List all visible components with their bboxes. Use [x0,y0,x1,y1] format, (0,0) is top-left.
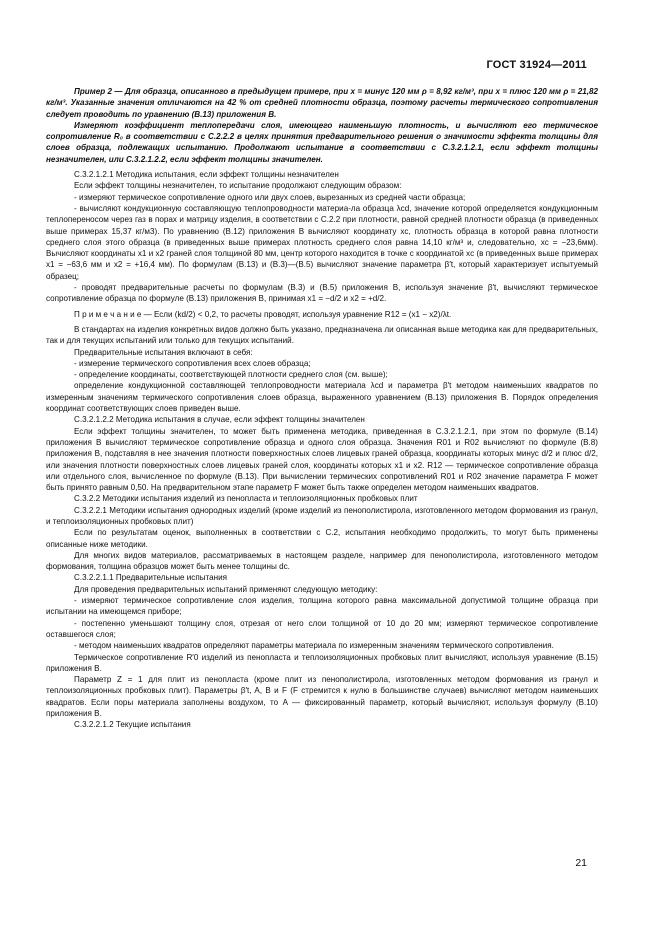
paragraph: Для проведения предварительных испытаний применяют следующую методику: [74,584,378,594]
paragraph: Если по результатам оценок, выполненных в соответствии с С.2, испытания необходимо продолжить, то могут быть применены описанные ниже методики. [46,528,598,549]
section-heading-c32121: С.3.2.1.2.1 Методика испытания, если эффект толщины незначителен [74,170,339,180]
paragraph: Предварительные испытания включают в себя: [74,347,253,357]
section-heading-c32221: С.3.2.2.1 Методики испытания однородных изделий (кроме изделий из пенополистирола, изготовленного методом формования из гранул, и теплоизоляционных пробковых плит) [46,505,598,526]
body-text [46,86,598,731]
standard-header: ГОСТ 31924—2011 [486,59,587,71]
list-item: - определение координаты, соответствующей плотности среднего слоя (см. выше); [74,370,388,380]
note-paragraph: П р и м е ч а н и е — Если (kd/2) < 0,2, то расчеты проводят, используя уравнение R12 = (x1 − x2)/λt. [74,309,452,319]
list-item: - методом наименьших квадратов определяют параметры материала по измеренным значениям термического сопротивления. [74,641,554,651]
section-heading-c322211: С.3.2.2.1.1 Предварительные испытания [74,573,228,583]
list-item: - измеряют термическое сопротивление одного или двух слоев, вырезанных из средней части образца; [74,192,466,202]
paragraph: определение кондукционной составляющей теплопроводности материала λcd и параметра β′t методом наименьших квадратов по измеренным значениям термического сопротивления слоев образца, выраженного уравнением (В.13) приложения В. Порядок определения координат соответствующих слоев приведен выше. [46,381,598,414]
paragraph: Если эффект толщины незначителен, то испытание продолжают следующим образом: [74,181,402,191]
list-item: - вычисляют кондукционную составляющую теплопроводности материа-ла образца λcd, значение которой определяется кондукционным теплопереносом через газ в порах и матрицу изделия, в соответствии с С.2.2 при плотности, равной средней плотности образца (в приведенных выше примерах 15,37 кг/м3). По уравнению (В.12) приложения В вычисляют координату xc, плотность образца в которой равна плотности среднего слоя этого образца (в приведенных выше примерах плотность среднего слоя равна 14,10 кг/м³ и, следовательно, xc = −23,6мм). Вычисляют координаты x1 и x2 граней слоя толщиной 80 мм, центр которого находится в точке с координатой xc (в приведенных выше примерах x1 = −63,6 мм и x2 = +16,4 мм). По формулам (В.13) и (В.3)—(В.5) вычисляют значение параметра β′t, который характеризует испытуемый образец; [46,203,598,281]
paragraph: Для многих видов материалов, рассматриваемых в настоящем разделе, например для пенополистирола, изготовленного методом формования, толщина образцов может быть менее толщины dc. [46,550,598,572]
section-heading-c322212: С.3.2.2.1.2 Текущие испытания [74,720,191,730]
section-heading-c3222: С.3.2.2 Методики испытания изделий из пенопласта и теплоизоляционных пробковых плит [74,494,418,504]
list-item: - измеряют термическое сопротивление слоя изделия, толщина которого равна максимальной допустимой толщине образца при испытании на имеющемся приборе; [46,596,598,617]
paragraph: Если эффект толщины значителен, то может быть применена методика, приведенная в С.3.2.1.2.1, при этом по формуле (В.14) приложения В вычисляют термическое сопротивление образца и одного слоя образца. Значения R01 и R02 вычисляют по формуле (В.8) приложения В, подставляя в нее значения плотности поверхностных слоев лицевых граней образца, координаты которых минус d/2 и плюс d/2, или значения плотности поверхностных слоев лицевых граней слоя, координаты которых x1 и x2. R12 — термическое сопротивление образца или отдельного слоя, вычисленное по формуле (В.13). При вычислении термических сопротивлений R01 и R02 значение параметра F может быть принято равным 0,50. На предварительном этапе параметр F может быть также определен методом наименьших квадратов. [46,426,598,493]
paragraph-measure-lowest-density: Измеряют коэффициент теплопередачи слоя, имеющего наименьшую плотность, и вычисляют его термическое сопротивление R₀ в соответствии с С.2.2.2 в целях принятия предварительного решения о значимости эффекта толщины для слоев образца, подлежащих испытанию. Продолжают испытание в соответствии с С.3.2.1.2.1, если эффект толщины незначителен, или С.3.2.1.2.2, если эффект толщины значителен. [46,120,598,164]
paragraph: В стандартах на изделия конкретных видов должно быть указано, предназначена ли описанная выше методика как для предварительных, так и для текущих испытаний или только для текущих испытаний. [46,324,598,346]
section-heading-c32122: С.3.2.1.2.2 Методика испытания в случае, если эффект толщины значителен [74,415,365,425]
list-item: - проводят предварительные расчеты по формулам (В.3) и (В.5) приложения В, используя значение β′t, вычисляют термическое сопротивление образца по формуле (В.13) приложения В, принимая x1 = −d/2 и x2 = +d/2. [46,283,598,304]
paragraph: Параметр Z = 1 для плит из пенопласта (кроме плит из пенополистирола, изготовленных методом формования из гранул и теплоизоляционных пробковых плит). Параметры β′t, A, B и F (F стремится к нулю в большинстве случаев) вычисляют методом наименьших квадратов. Если поры материала заполнены воздухом, то A — фиксированный параметр, который вычисляют, используя формулу (В.10) приложения В. [46,675,598,719]
list-item: - постепенно уменьшают толщину слоя, отрезая от него слои толщиной от 10 до 20 мм; измеряют термическое сопротивление оставшегося слоя; [46,618,598,639]
paragraph-example-2: Пример 2 — Для образца, описанного в предыдущем примере, при x = минус 120 мм ρ = 8,92 кг/м³, при x = плюс 120 мм ρ = 21,82 кг/м³. Указанные значения отличаются на 42 % от средней плотности образца, поэтому расчеты термического сопротивления следует проводить по уравнению (В.13) приложения В. [46,87,598,119]
page-number: 21 [575,857,587,869]
list-item: - измерение термического сопротивления всех слоев образца; [74,358,311,368]
paragraph: Термическое сопротивление R′0 изделий из пенопласта и теплоизоляционных пробковых плит вычисляют, используя уравнение (В.15) приложения В. [46,652,598,673]
